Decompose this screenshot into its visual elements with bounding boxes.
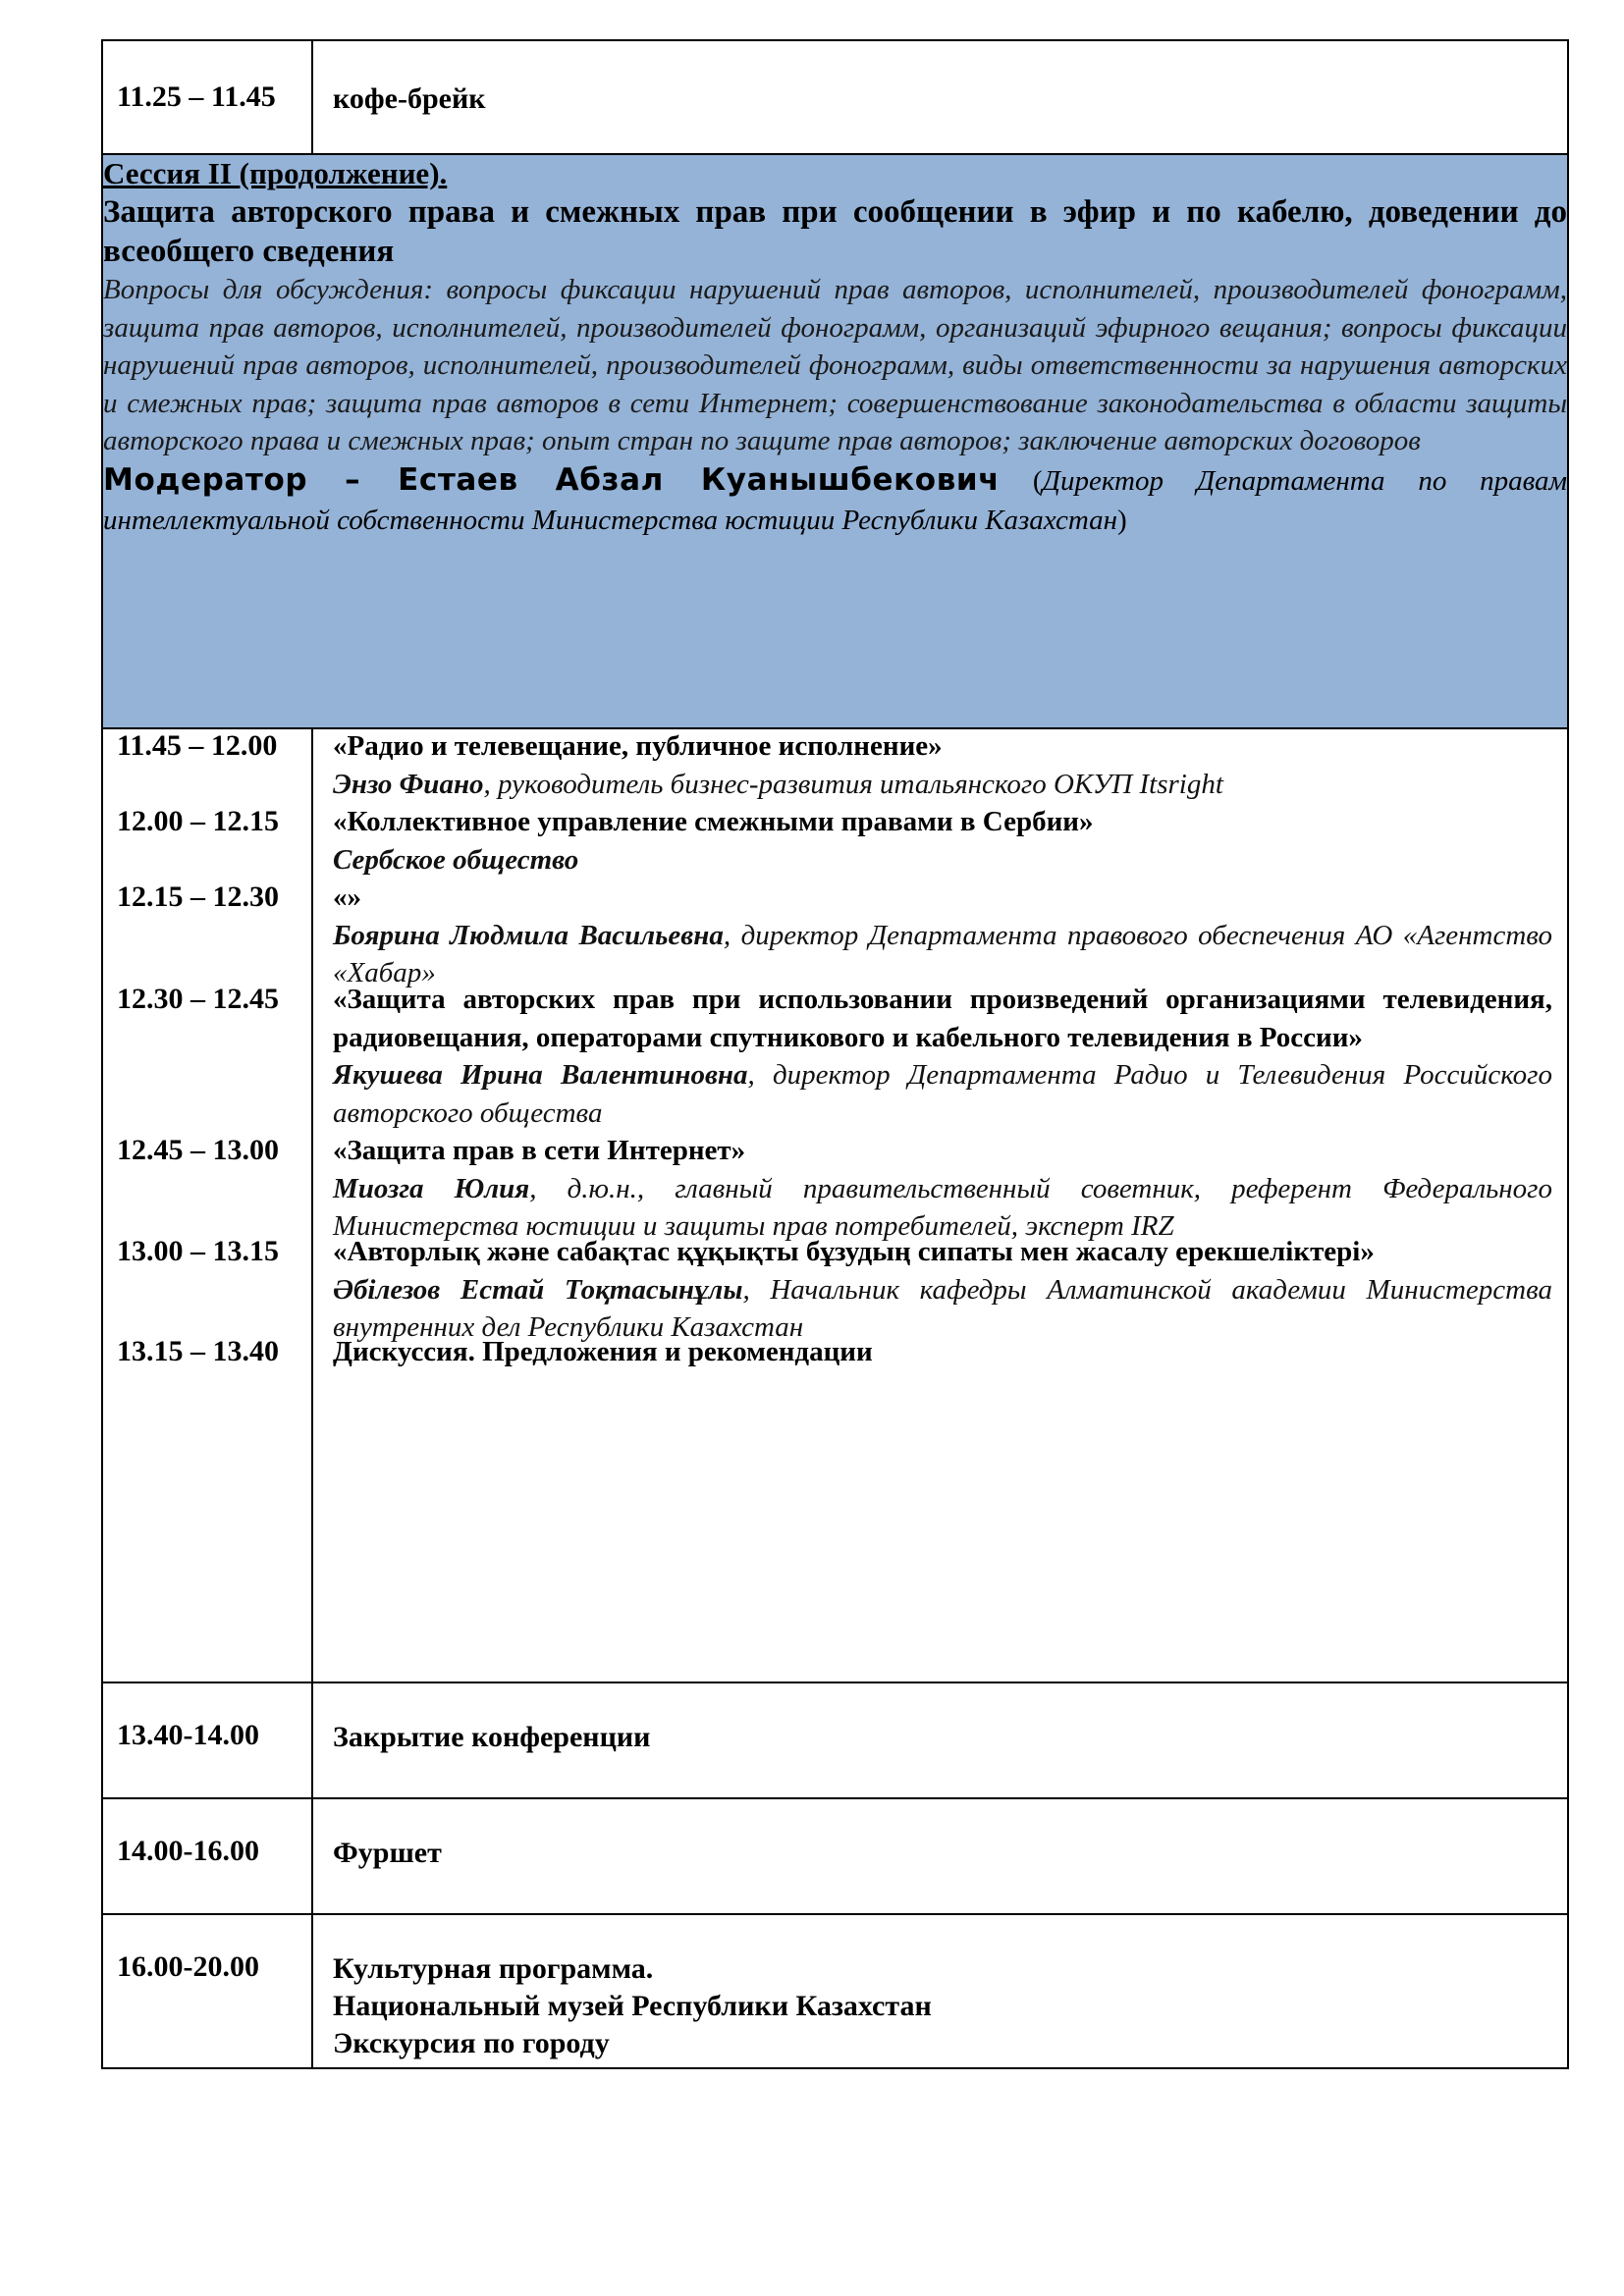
cultural-line: Культурная программа. — [333, 1952, 654, 1985]
agenda-document — [101, 39, 1567, 2069]
cultural-row — [102, 1914, 1568, 2068]
buffet-row — [102, 1798, 1568, 1914]
talk-time: 13.15 – 13.40 — [117, 1335, 279, 1367]
session-subtitle: Защита авторского права и смежных прав при сообщении в эфир и по кабелю, доведении до всеобщего сведения — [103, 194, 1567, 269]
talk-item — [333, 879, 1552, 992]
talk-title: «Коллективное управление смежными правами в Сербии» — [333, 806, 1094, 837]
talk-title: «Радио и телевещание, публичное исполнение» — [333, 730, 943, 762]
speaker-name: Миозга Юлия — [333, 1172, 530, 1204]
buffet-time-cell — [102, 1798, 312, 1914]
talk-time: 12.45 – 13.00 — [117, 1134, 279, 1166]
talks-times-cell — [102, 728, 312, 1682]
talk-title: «» — [333, 881, 361, 913]
talks-content-cell — [312, 728, 1568, 1682]
talk-item — [333, 1333, 1552, 1371]
talk-time: 12.00 – 12.15 — [117, 805, 279, 837]
talk-speaker — [333, 1056, 1552, 1132]
speaker-name: Якушева Ирина Валентиновна — [333, 1059, 748, 1091]
talk-speaker — [333, 841, 1552, 880]
moderator-description: Директор Департамента по правам интеллектуальной собственности Министерства юстиции Республики Казахстан — [103, 464, 1567, 536]
cultural-lines — [313, 1915, 1567, 2062]
speaker-name: Боярина Людмила Васильевна — [333, 919, 724, 951]
closing-label: Закрытие конференции — [333, 1721, 651, 1753]
closing-time-cell — [102, 1682, 312, 1798]
moderator-paren-open: ( — [1000, 464, 1043, 497]
coffee-break-time: 11.25 – 11.45 — [117, 80, 276, 113]
talk-time: 13.00 – 13.15 — [117, 1235, 279, 1267]
closing-time: 13.40-14.00 — [117, 1719, 259, 1751]
talk-item — [333, 803, 1552, 879]
talk-item — [333, 981, 1552, 1132]
talk-title: «Защита авторских прав при использовании произведений организациями телевидения, радиовещания, операторами спутникового и кабельного телевидения в России» — [333, 984, 1552, 1053]
session-moderator — [103, 460, 1567, 540]
speaker-name: Энзо Фиано — [333, 768, 484, 800]
talk-speaker — [333, 766, 1552, 804]
moderator-paren-close: ) — [1117, 504, 1127, 536]
talk-item — [333, 727, 1552, 803]
speaker-role: , директор Департамента Радио и Телевидения Российского авторского общества — [333, 1059, 1552, 1129]
session-title: Сессия II (продолжение). — [103, 156, 448, 190]
speaker-role: , руководитель бизнес-развития итальянского ОКУП Itsright — [483, 768, 1223, 800]
coffee-break-row — [102, 40, 1568, 154]
coffee-break-label: кофе-брейк — [333, 82, 486, 115]
talk-title: «Авторлық және сабақтас құқықты бұзудың сипаты мен жасалу ерекшеліктері» — [333, 1236, 1375, 1267]
coffee-break-label-cell — [312, 40, 1568, 154]
buffet-label-cell — [312, 1798, 1568, 1914]
moderator-name: Модератор – Естаев Абзал Куанышбекович — [103, 461, 1001, 498]
session-questions: Вопросы для обсуждения: вопросы фиксации нарушений прав авторов, исполнителей, производителей фонограмм, защита прав авторов, исполнителей, производителей фонограмм, организаций эфирного вещания; вопросы фиксации нарушений прав авторов, исполнителей, производителей фонограмм, виды ответственности за нарушения авторских и смежных прав; защита прав авторов в сети Интернет; совершенствование законодательства в области защиты авторского права и смежных прав; опыт стран по защите прав авторов; заключение авторских договоров — [103, 274, 1567, 456]
buffet-label: Фуршет — [333, 1837, 442, 1869]
speaker-role: , директор Департамента правового обеспечения АО «Агентство «Хабар» — [333, 919, 1553, 988]
talk-time: 12.15 – 12.30 — [117, 881, 279, 913]
cultural-time: 16.00-20.00 — [117, 1950, 259, 1983]
cultural-time-cell — [102, 1914, 312, 2068]
closing-label-cell — [312, 1682, 1568, 1798]
session-header-row — [102, 154, 1568, 728]
cultural-line: Национальный музей Республики Казахстан — [333, 1990, 932, 2022]
session-header — [102, 154, 1568, 728]
cultural-label-cell — [312, 1914, 1568, 2068]
talk-item — [333, 1233, 1552, 1347]
speaker-role: , д.ю.н., главный правительственный советник, референт Федерального Министерства юстиции и защиты прав потребителей, эксперт IRZ — [333, 1172, 1552, 1242]
talk-time: 11.45 – 12.00 — [117, 729, 278, 762]
speaker-role: , Начальник кафедры Алматинской академии Министерства внутренних дел Республики Казахстан — [333, 1273, 1552, 1343]
agenda-table — [101, 39, 1569, 2069]
coffee-break-time-cell — [102, 40, 312, 154]
talk-item — [333, 1132, 1552, 1246]
buffet-time: 14.00-16.00 — [117, 1835, 259, 1867]
speaker-name: Сербское общество — [333, 843, 579, 876]
talk-title: Дискуссия. Предложения и рекомендации — [333, 1336, 873, 1367]
cultural-line: Экскурсия по городу — [333, 2027, 610, 2059]
talk-title: «Защита прав в сети Интернет» — [333, 1135, 746, 1166]
speaker-name: Әбілезов Естай Тоқтасынұлы — [333, 1273, 743, 1306]
talk-time: 12.30 – 12.45 — [117, 983, 279, 1015]
closing-row — [102, 1682, 1568, 1798]
talks-row — [102, 728, 1568, 1682]
